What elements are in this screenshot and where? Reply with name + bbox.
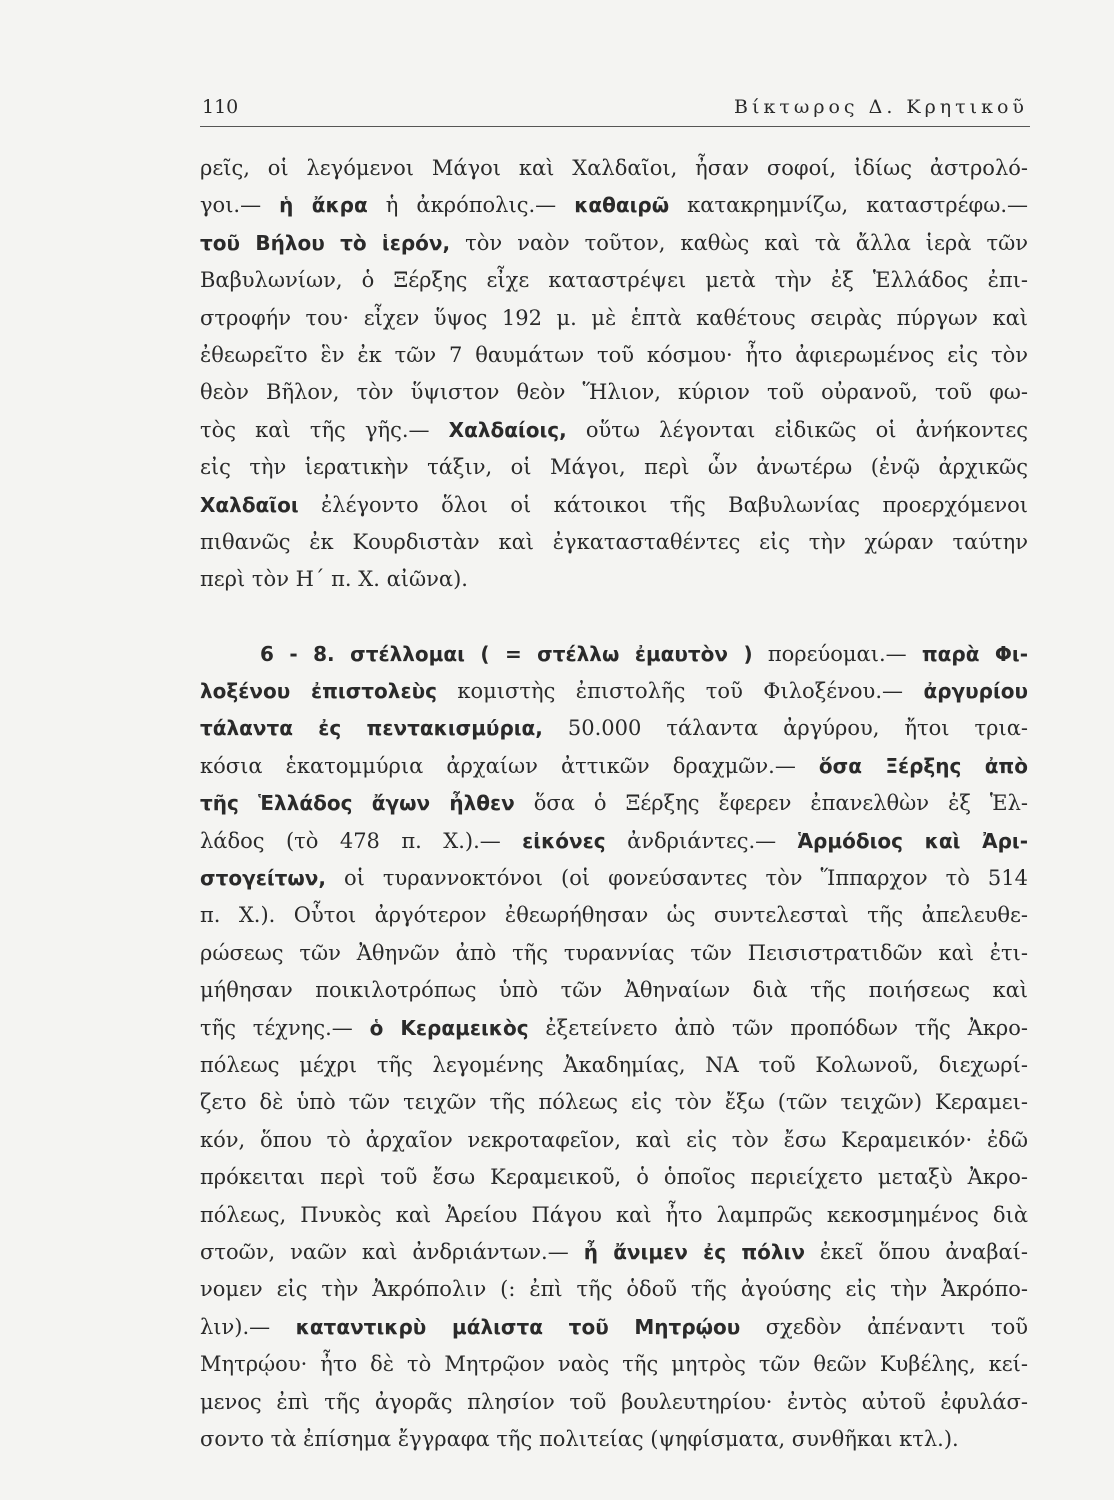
gloss-text: ἐξετείνετο ἀπὸ τῶν προπόδων τῆς Ἀκρο- xyxy=(528,1015,1028,1040)
gloss-text: π. Χ.). Οὗτοι ἀργότερον ἐθεωρήθησαν ὡς συντελεσταὶ τῆς ἀπελευθε- xyxy=(200,903,1028,928)
lemma-term: ὁ Κεραμεικὸς xyxy=(369,1015,529,1040)
gloss-text: πορεύομαι.— xyxy=(752,641,922,666)
paragraph-2 xyxy=(200,636,1028,1459)
gloss-text: μήθησαν ποικιλοτρόπως ὑπὸ τῶν Ἀθηναίων διὰ τῆς ποιήσεως καὶ xyxy=(200,978,1028,1003)
text-line xyxy=(200,412,1028,449)
gloss-text: κατακρημνίζω, καταστρέφω.— xyxy=(669,193,1028,218)
text-line xyxy=(200,150,1028,187)
gloss-text: ζετο δὲ ὑπὸ τῶν τειχῶν τῆς πόλεως εἰς τὸν ἔξω (τῶν τειχῶν) Κεραμει- xyxy=(200,1090,1028,1115)
lemma-term: ἡ ἄκρα xyxy=(279,193,368,218)
text-line xyxy=(200,449,1028,486)
gloss-text: Μητρῴου· ἦτο δὲ τὸ Μητρῷον ναὸς τῆς μητρὸς τῶν θεῶν Κυβέλης, κεί- xyxy=(200,1352,1028,1377)
lemma-term: καταντικρὺ μάλιστα τοῦ Μητρῴου xyxy=(295,1314,741,1339)
text-line xyxy=(200,860,1028,897)
text-line xyxy=(200,1346,1028,1383)
lemma-term: Ἁρμόδιος καὶ Ἀρι- xyxy=(797,828,1029,853)
lemma-term: ἀργυρίου xyxy=(923,679,1028,704)
gloss-text: περὶ τὸν Η΄ π. Χ. αἰῶνα). xyxy=(200,567,468,592)
lemma-term: λοξένου ἐπιστολεὺς xyxy=(200,679,437,704)
lemma-term: παρὰ Φι- xyxy=(921,641,1028,666)
paragraph-gap xyxy=(200,599,1028,636)
text-line xyxy=(200,673,1028,710)
gloss-text: πόλεως μέχρι τῆς λεγομένης Ἀκαδημίας, ΝΑ τοῦ Κολωνοῦ, διεχωρί- xyxy=(200,1052,1028,1077)
page-header xyxy=(200,88,1030,128)
gloss-text: στοῶν, ναῶν καὶ ἀνδριάντων.— xyxy=(200,1239,584,1264)
gloss-text: τῆς τέχνης.— xyxy=(200,1015,370,1040)
lemma-term: τῆς Ἑλλάδος ἄγων ἦλθεν xyxy=(200,791,515,816)
gloss-text: λάδος (τὸ 478 π. Χ.).— xyxy=(200,828,523,853)
gloss-text: πόλεως, Πνυκὸς καὶ Ἀρείου Πάγου καὶ ἦτο λαμπρῶς κεκοσμημένος διὰ xyxy=(200,1202,1028,1227)
header-rule xyxy=(200,126,1030,127)
text-line xyxy=(200,1271,1028,1308)
gloss-text: οὕτω λέγονται εἰδικῶς οἱ ἀνήκοντες xyxy=(566,417,1028,442)
gloss-text: οἱ τυραννοκτόνοι (οἱ φονεύσαντες τὸν Ἵππαρχον τὸ 514 xyxy=(326,866,1028,891)
lemma-term: τάλαντα ἐς πεντακισμύρια, xyxy=(200,716,543,741)
gloss-text: στροφήν του· εἶχεν ὕψος 192 μ. μὲ ἑπτὰ καθέτους σειρὰς πύργων καὶ xyxy=(200,305,1028,330)
lemma-term: Χαλδαίοις, xyxy=(448,417,567,442)
gloss-text: κόν, ὅπου τὸ ἀρχαῖον νεκροταφεῖον, καὶ εἰς τὸν ἔσω Κεραμεικόν· ἐδῶ xyxy=(200,1127,1028,1152)
text-line xyxy=(200,897,1028,934)
text-line xyxy=(200,1122,1028,1159)
gloss-text: θεὸν Βῆλον, τὸν ὕψιστον θεὸν Ἥλιον, κύριον τοῦ οὐρανοῦ, τοῦ φω- xyxy=(200,380,1028,405)
lemma-term: στογείτων, xyxy=(200,866,326,891)
gloss-text: σχεδὸν ἀπέναντι τοῦ xyxy=(740,1314,1028,1339)
gloss-text: ἡ ἀκρόπολις.— xyxy=(367,193,575,218)
text-line xyxy=(200,524,1028,561)
text-line xyxy=(200,561,1028,598)
gloss-text: Βαβυλωνίων, ὁ Ξέρξης εἶχε καταστρέψει μετὰ τὴν ἐξ Ἑλλάδος ἐπι- xyxy=(200,268,1028,293)
text-line xyxy=(200,823,1028,860)
gloss-text: μενος ἐπὶ τῆς ἀγορᾶς πλησίον τοῦ βουλευτηρίου· ἐντὸς αὐτοῦ ἐφυλάσ- xyxy=(200,1389,1028,1414)
gloss-text: ρεῖς, οἱ λεγόμενοι Μάγοι καὶ Χαλδαῖοι, ἦσαν σοφοί, ἰδίως ἀστρολό- xyxy=(200,156,1028,180)
text-line xyxy=(200,935,1028,972)
text-line xyxy=(200,785,1028,822)
lemma-term: 6 - 8. στέλλομαι ( = στέλλω ἐμαυτὸν ) xyxy=(260,641,753,666)
text-line xyxy=(200,1421,1028,1458)
gloss-text: κόσια ἑκατομμύρια ἀρχαίων ἀττικῶν δραχμῶν.— xyxy=(200,753,819,778)
gloss-text: κομιστὴς ἐπιστολῆς τοῦ Φιλοξένου.— xyxy=(436,679,924,704)
text-line xyxy=(200,262,1028,299)
gloss-text: ἐκεῖ ὅπου ἀναβαί- xyxy=(804,1239,1028,1264)
text-line xyxy=(200,1384,1028,1421)
text-line xyxy=(200,1309,1028,1346)
paragraph-1 xyxy=(200,150,1028,599)
lemma-term: εἰκόνες xyxy=(522,828,606,853)
lemma-term: καθαιρῶ xyxy=(574,193,670,218)
text-line xyxy=(200,1159,1028,1196)
gloss-text: ἀνδριάντες.— xyxy=(605,828,798,853)
gloss-text: νομεν εἰς τὴν Ἀκρόπολιν (: ἐπὶ τῆς ὁδοῦ τῆς ἀγούσης εἰς τὴν Ἀκρόπο- xyxy=(200,1277,1028,1302)
text-line xyxy=(200,487,1028,524)
gloss-text: τὸς καὶ τῆς γῆς.— xyxy=(200,417,449,442)
gloss-text: ἐθεωρεῖτο ἓν ἐκ τῶν 7 θαυμάτων τοῦ κόσμου· ἦτο ἀφιερωμένος εἰς τὸν xyxy=(200,342,1028,367)
gloss-text: τὸν ναὸν τοῦτον, καθὼς καὶ τὰ ἄλλα ἱερὰ τῶν xyxy=(450,230,1028,255)
gloss-text: πιθανῶς ἐκ Κουρδιστὰν καὶ ἐγκατασταθέντες εἰς τὴν χώραν ταύτην xyxy=(200,529,1028,554)
gloss-text: σοντο τὰ ἐπίσημα ἔγγραφα τῆς πολιτείας (ψηφίσματα, συνθῆκαι κτλ.). xyxy=(200,1426,959,1451)
gloss-text: ὅσα ὁ Ξέρξης ἔφερεν ἐπανελθὼν ἐξ Ἑλ- xyxy=(514,791,1028,816)
text-line xyxy=(200,748,1028,785)
text-line xyxy=(200,1084,1028,1121)
lemma-term: τοῦ Βήλου τὸ ἱερόν, xyxy=(200,230,451,255)
body-text xyxy=(200,150,1028,1458)
text-line xyxy=(200,1047,1028,1084)
lemma-term: ὅσα Ξέρξης ἀπὸ xyxy=(818,753,1028,778)
text-line xyxy=(200,225,1028,262)
text-line xyxy=(200,1010,1028,1047)
text-line xyxy=(200,636,1028,673)
gloss-text: 50.000 τάλαντα ἀργύρου, ἤτοι τρια- xyxy=(542,716,1028,741)
text-line xyxy=(200,300,1028,337)
gloss-text: πρόκειται περὶ τοῦ ἔσω Κεραμεικοῦ, ὁ ὁποῖος περιείχετο μεταξὺ Ἀκρο- xyxy=(200,1165,1028,1190)
text-line xyxy=(200,1197,1028,1234)
gloss-text: εἰς τὴν ἱερατικὴν τάξιν, οἱ Μάγοι, περὶ ὧν ἀνωτέρω (ἐνῷ ἀρχικῶς xyxy=(200,455,1028,480)
gloss-text: ἐλέγοντο ὅλοι οἱ κάτοικοι τῆς Βαβυλωνίας προερχόμενοι xyxy=(298,492,1028,517)
lemma-term: ἦ ἄνιμεν ἐς πόλιν xyxy=(583,1239,805,1264)
page-number: 110 xyxy=(202,96,239,118)
lemma-term: Χαλδαῖοι xyxy=(200,492,299,517)
running-title: Βίκτωρος Δ. Κρητικοῦ xyxy=(734,96,1028,118)
text-line xyxy=(200,187,1028,224)
text-line xyxy=(200,710,1028,747)
text-line xyxy=(200,972,1028,1009)
gloss-text: γοι.— xyxy=(200,193,280,218)
text-line xyxy=(200,374,1028,411)
gloss-text: λιν).— xyxy=(200,1314,296,1339)
gloss-text: ρώσεως τῶν Ἀθηνῶν ἀπὸ τῆς τυραννίας τῶν Πεισιστρατιδῶν καὶ ἐτι- xyxy=(200,940,1028,965)
text-line xyxy=(200,1234,1028,1271)
text-line xyxy=(200,337,1028,374)
